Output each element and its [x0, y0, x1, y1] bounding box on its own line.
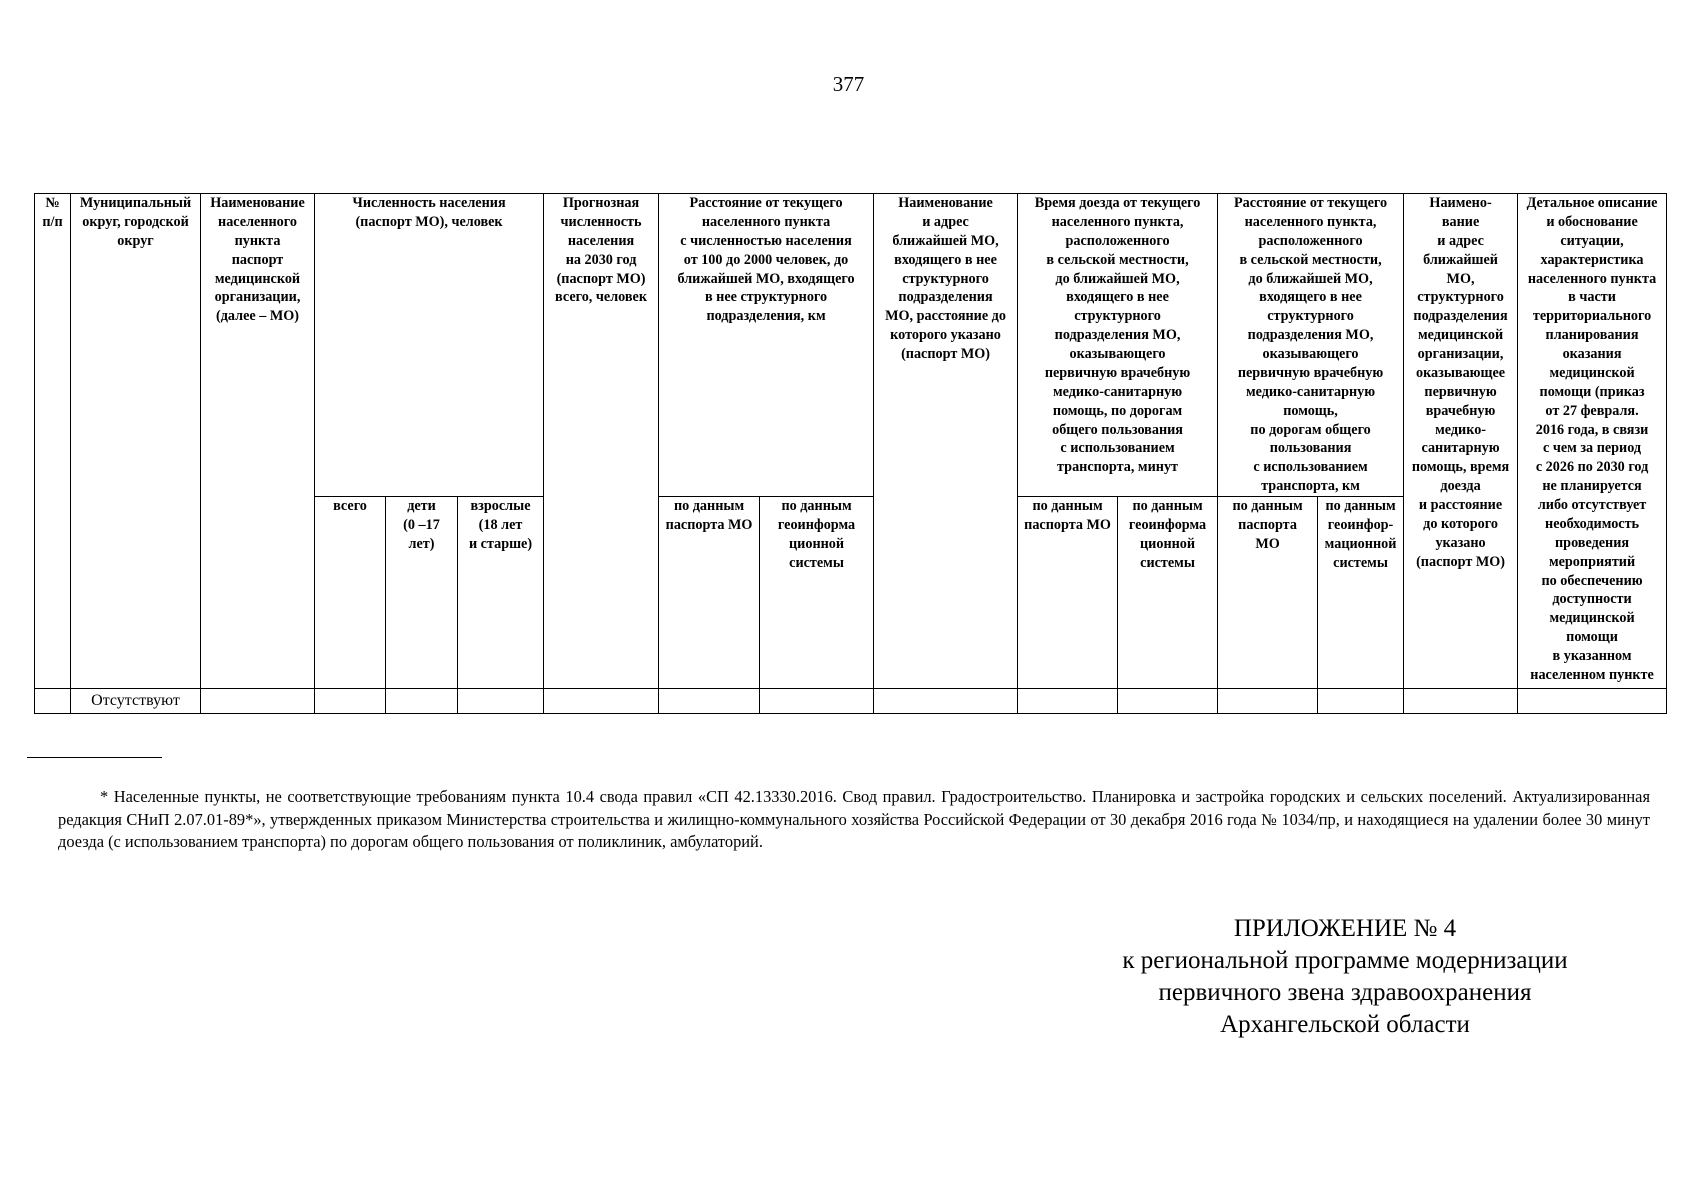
appendix-line-2: первичного звена здравоохранения [1158, 979, 1532, 1006]
cell-nearest-primary-mo [1404, 689, 1518, 714]
header-travel-time: Время доезда от текущего населенного пункта, расположенного в сельской местности, до ближайшей МО, входящего в нее структурного подразделения МО, оказывающего первичную врачебную медико-санитарную помощь, по дорогам общего пользования с использованием транспорта, минут [1018, 194, 1218, 497]
appendix-heading [1110, 913, 1580, 1041]
cell-forecast [544, 689, 659, 714]
header-rdist-geo: по данным геоинфор- мационной системы [1318, 497, 1404, 689]
cell-num [35, 689, 71, 714]
header-rdist-mo-passport: по данным паспорта МО [1218, 497, 1318, 689]
table-row [35, 689, 1667, 714]
cell-dist-mo-passport [659, 689, 760, 714]
header-dist-geo: по данным геоинформа ционной системы [760, 497, 874, 689]
header-population: Численность населения (паспорт МО), человек [315, 194, 544, 497]
cell-pop-children [386, 689, 458, 714]
header-pop-children: дети (0 –17 лет) [386, 497, 458, 689]
header-district: Муниципальный округ, городской округ [71, 194, 201, 689]
header-nearest-primary-mo: Наимено- вание и адрес ближайшей МО, структурного подразделения медицинской организации, оказывающее первичную врачебную медико- санитарную помощь, время доезда и расстояние до которого указано (паспорт МО) [1404, 194, 1518, 689]
cell-time-geo [1118, 689, 1218, 714]
header-time-mo-passport: по данным паспорта МО [1018, 497, 1118, 689]
cell-district: Отсутствуют [71, 689, 201, 714]
page-number: 377 [832, 72, 865, 96]
cell-rdist-geo [1318, 689, 1404, 714]
header-time-geo: по данным геоинформа ционной системы [1118, 497, 1218, 689]
footnote: * Населенные пункты, не соответствующие требованиям пункта 10.4 свода правил «СП 42.13330.2016. Свод правил. Градостроительство. Планировка и застройка городских и сельских поселений. Актуализированная редакция СНиП 2.07.01-89*», утвержденных приказом Министерства строительства и жилищно-коммунального хозяйства Российской Федерации от 30 декабря 2016 года № 1034/пр, и находящиеся на удалении более 30 минут доезда (с использованием транспорта) по дорогам общего пользования от поликлиник, амбулаторий. [58, 787, 1650, 852]
cell-pop-adults [458, 689, 544, 714]
header-nearest-mo: Наименование и адрес ближайшей МО, входящего в нее структурного подразделения МО, расстояние до которого указано (паспорт МО) [874, 194, 1018, 689]
header-settlement: Наименование населенного пункта паспорт медицинской организации, (далее – МО) [201, 194, 315, 689]
cell-nearest-mo [874, 689, 1018, 714]
appendix-line-1: к региональной программе модернизации [1122, 947, 1568, 974]
header-pop-adults: взрослые (18 лет и старше) [458, 497, 544, 689]
cell-settlement [201, 689, 315, 714]
cell-description [1518, 689, 1667, 714]
cell-time-mo-passport [1018, 689, 1118, 714]
cell-pop-total [315, 689, 386, 714]
header-num: № п/п [35, 194, 71, 689]
cell-dist-geo [760, 689, 874, 714]
settlements-table [34, 193, 1667, 714]
appendix-line-3: Архангельской области [1220, 1011, 1470, 1038]
header-description: Детальное описание и обоснование ситуации, характеристика населенного пункта в части территориального планирования оказания медицинской помощи (приказ от 27 февраля. 2016 года, в связи с чем за период с 2026 по 2030 год не планируется либо отсутствует необходимость проведения мероприятий по обеспечению доступности медицинской помощи в указанном населенном пункте [1518, 194, 1667, 689]
appendix-title: ПРИЛОЖЕНИЕ № 4 [1233, 915, 1457, 942]
header-pop-total: всего [315, 497, 386, 689]
header-rural-distance: Расстояние от текущего населенного пункта, расположенного в сельской местности, до ближайшей МО, входящего в нее структурного подразделения МО, оказывающего первичную врачебную медико-санитарную помощь, по дорогам общего пользования с использованием транспорта, км [1218, 194, 1404, 497]
header-dist-mo-passport: по данным паспорта МО [659, 497, 760, 689]
footnote-divider [27, 757, 162, 758]
cell-rdist-mo-passport [1218, 689, 1318, 714]
header-forecast: Прогнозная численность населения на 2030 год (паспорт МО) всего, человек [544, 194, 659, 689]
header-distance-100-2000: Расстояние от текущего населенного пункта с численностью населения от 100 до 2000 человек, до ближайшей МО, входящего в нее структурного подразделения, км [659, 194, 874, 497]
